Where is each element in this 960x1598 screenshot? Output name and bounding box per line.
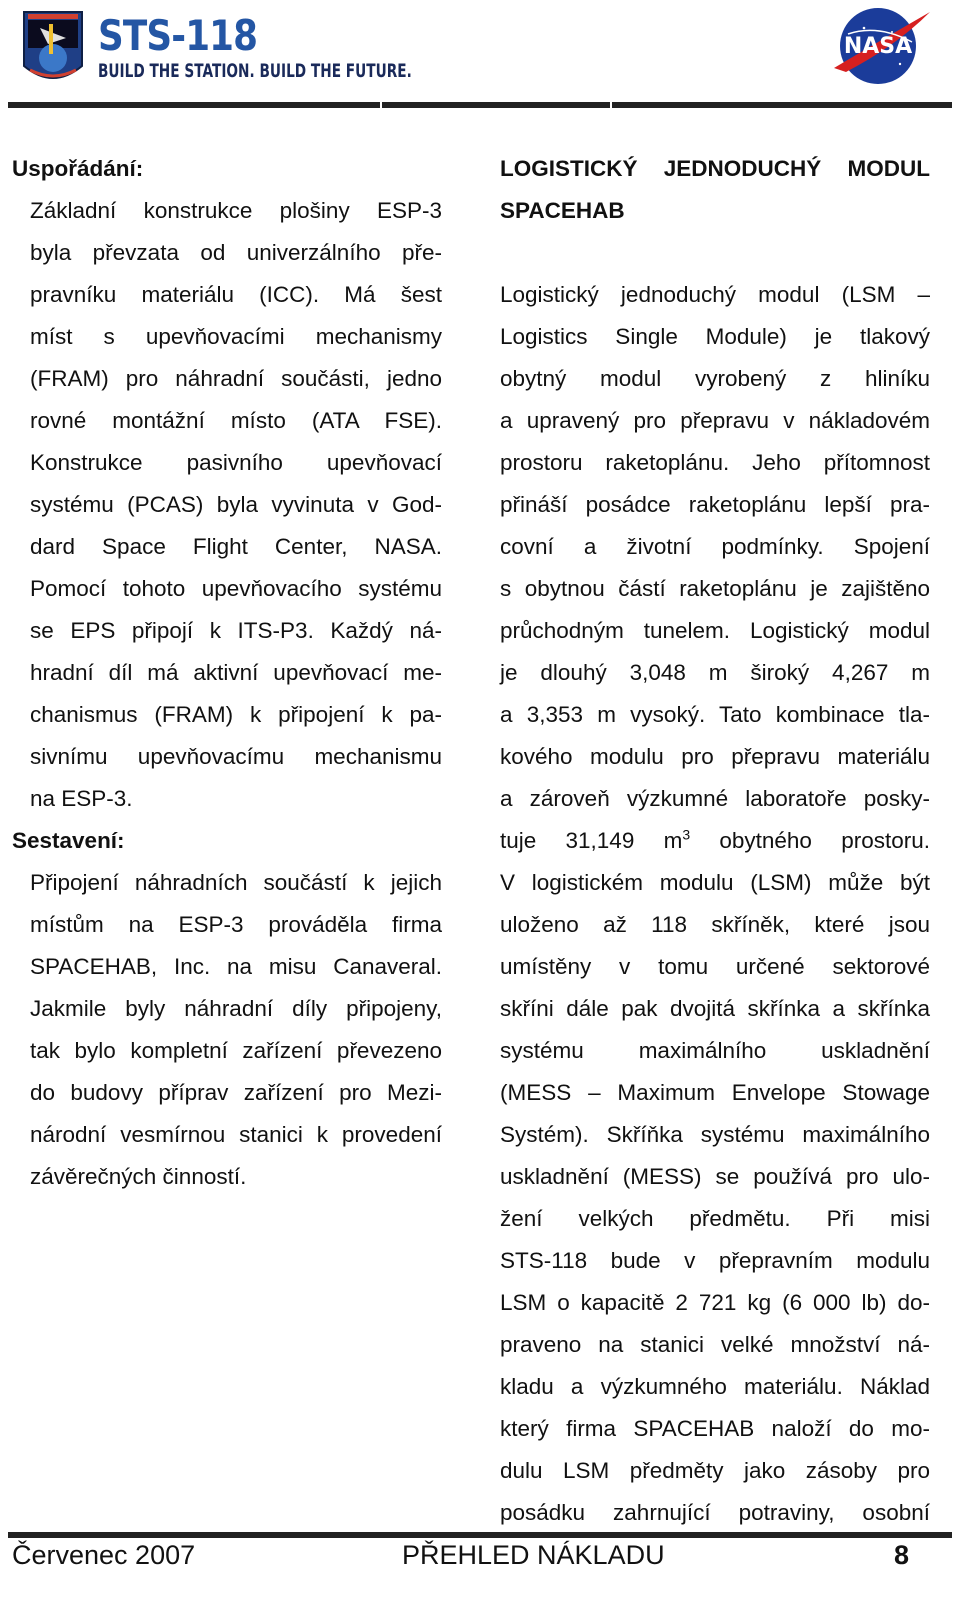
- text-line: obytný modul vyrobený z hliníku: [500, 366, 930, 391]
- text-line: Jakmile byly náhradní díly připojeny,: [30, 996, 442, 1021]
- text-line: je dlouhý 3,048 m široký 4,267 m: [500, 660, 930, 685]
- text-line: Logistický jednoduchý modul (LSM –: [500, 282, 930, 307]
- header-rule: [8, 102, 952, 108]
- text-line: chanismus (FRAM) k připojení k pa-: [30, 702, 442, 727]
- text-line: uskladnění (MESS) se používá pro ulo-: [500, 1164, 930, 1189]
- text-line: žení velkých předmětu. Při misi: [500, 1206, 930, 1231]
- text-line: pravníku materiálu (ICC). Má šest: [30, 282, 442, 307]
- text-line: posádku zahrnující potraviny, osobní: [500, 1500, 930, 1525]
- mission-slogan: BUILD THE STATION. BUILD THE FUTURE.: [98, 60, 412, 82]
- text-line: kladu a výzkumného materiálu. Náklad: [500, 1374, 930, 1399]
- text-line: STS-118 bude v přepravním modulu: [500, 1248, 930, 1273]
- text-line: praveno na stanici velké množství ná-: [500, 1332, 930, 1357]
- section-heading-sestaveni: Sestavení:: [12, 828, 125, 853]
- text-line: Konstrukce pasivního upevňovací: [30, 450, 442, 475]
- text-line: do budovy příprav zařízení pro Mezi-: [30, 1080, 442, 1105]
- text-line: Logistics Single Module) je tlakový: [500, 324, 930, 349]
- text-line: průchodným tunelem. Logistický modul: [500, 618, 930, 643]
- text-line: skříni dále pak dvojitá skřínka a skřínka: [500, 996, 930, 1021]
- text-line: LSM o kapacitě 2 721 kg (6 000 lb) do-: [500, 1290, 930, 1315]
- text-line: Připojení náhradních součástí k jejich: [30, 870, 442, 895]
- page-header: [0, 0, 960, 115]
- text-line: byla převzata od univerzálního pře-: [30, 240, 442, 265]
- paragraph-spacehab: [500, 274, 930, 1534]
- paragraph-usporadani: [12, 190, 442, 820]
- text-line: (FRAM) pro náhradní součásti, jedno: [30, 366, 442, 391]
- text-line: prostoru raketoplánu. Jeho přítomnost: [500, 450, 930, 475]
- left-column: [12, 148, 442, 1198]
- text-line: národní vesmírnou stanici k provedení: [30, 1122, 442, 1147]
- text-line: uloženo až 118 skříněk, které jsou: [500, 912, 930, 937]
- text-line: který firma SPACEHAB naloží do mo-: [500, 1416, 930, 1441]
- text-line: se EPS připojí k ITS-P3. Každý ná-: [30, 618, 442, 643]
- text-line: sivnímu upevňovacímu mechanismu: [30, 744, 442, 769]
- text-line: covní a životní podmínky. Spojení: [500, 534, 930, 559]
- text-line: rovné montážní místo (ATA FSE).: [30, 408, 442, 433]
- text-line: s obytnou částí raketoplánu je zajištěno: [500, 576, 930, 601]
- text-line: hradní díl má aktivní upevňovací me-: [30, 660, 442, 685]
- paragraph-sestaveni: [12, 862, 442, 1198]
- text-line: umístěny v tomu určené sektorové: [500, 954, 930, 979]
- header-rule-divider: [380, 102, 382, 108]
- header-rule-divider: [610, 102, 612, 108]
- nasa-logo-text: NASA: [843, 34, 913, 59]
- text-line: kového modulu pro přepravu materiálu: [500, 744, 930, 769]
- text-line: a 3,353 m vysoký. Tato kombinace tla-: [500, 702, 930, 727]
- text-line: V logistickém modulu (LSM) může být: [500, 870, 930, 895]
- text-line: na ESP-3.: [30, 786, 133, 811]
- text-line: Základní konstrukce plošiny ESP-3: [30, 198, 442, 223]
- right-column: [500, 148, 930, 1534]
- text-line: přináší posádce raketoplánu lepší pra-: [500, 492, 930, 517]
- section-heading-spacehab: LOGISTICKÝ JEDNODUCHÝ MODUL: [500, 156, 930, 181]
- footer-date: Červenec 2007: [12, 1540, 196, 1570]
- text-line: systému maximálního uskladnění: [500, 1038, 930, 1063]
- text-line: dulu LSM předměty jako zásoby pro: [500, 1458, 930, 1483]
- text-line: SPACEHAB, Inc. na misu Canaveral.: [30, 954, 442, 979]
- text-line: tuje 31,149 $m^3$ obytného prostoru.: [500, 826, 930, 853]
- text-line: dard Space Flight Center, NASA.: [30, 534, 442, 559]
- text-line: závěrečných činností.: [30, 1164, 247, 1189]
- section-heading-usporadani: Uspořádání:: [12, 156, 144, 181]
- text-line: místům na ESP-3 prováděla firma: [30, 912, 442, 937]
- text-line: tak bylo kompletní zařízení převezeno: [30, 1038, 442, 1063]
- nasa-logo: [826, 2, 936, 92]
- page-number: 8: [894, 1540, 910, 1570]
- text-line: Systém). Skříňka systému maximálního: [500, 1122, 930, 1147]
- section-heading-spacehab-line2: SPACEHAB: [500, 198, 625, 223]
- text-line: Pomocí tohoto upevňovacího systému: [30, 576, 442, 601]
- text-line: a upravený pro přepravu v nákladovém: [500, 408, 930, 433]
- mission-patch-icon: [18, 8, 88, 88]
- text-line: a zároveň výzkumné laboratoře posky-: [500, 786, 930, 811]
- mission-title: STS-118: [98, 11, 258, 60]
- footer-section-title: PŘEHLED NÁKLADU: [402, 1540, 665, 1570]
- text-line: míst s upevňovacími mechanismy: [30, 324, 442, 349]
- text-line: systému (PCAS) byla vyvinuta v God-: [30, 492, 442, 517]
- text-line: (MESS – Maximum Envelope Stowage: [500, 1080, 930, 1105]
